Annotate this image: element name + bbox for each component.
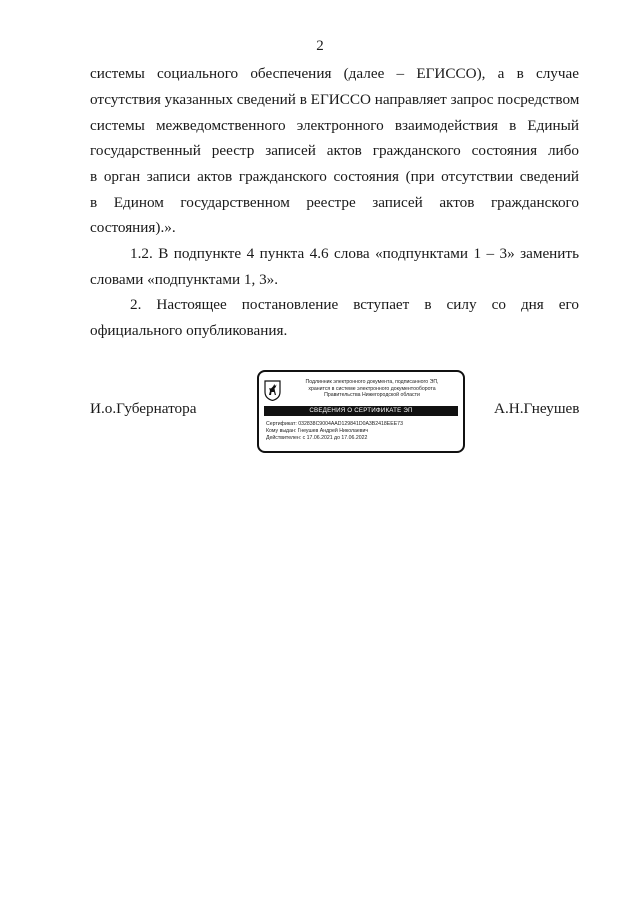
text-line: отсутствия указанных сведений в ЕГИССО направляет запрос посредством	[90, 91, 580, 108]
certificate-info-bar: СВЕДЕНИЯ О СЕРТИФИКАТЕ ЭП	[264, 406, 458, 416]
text-line: официального опубликования.	[90, 322, 288, 339]
signatory-name: А.Н.Гнеушев	[494, 400, 580, 417]
text-line: системы межведомственного электронного взаимодействия в Единый	[90, 117, 579, 134]
text-line: 1.2. В подпункте 4 пункта 4.6 слова «подпунктами 1 – 3» заменить	[130, 245, 579, 262]
stamp-header-line: Правительства Нижегородской области	[324, 392, 420, 399]
text-line: системы социального обеспечения (далее – ЕГИССО), а в случае	[90, 65, 579, 82]
stamp-header	[287, 379, 457, 399]
text-line: в Едином государственном реестре записей актов гражданского	[90, 194, 579, 211]
page-number: 2	[316, 38, 324, 54]
signatory-position: И.о.Губернатора	[90, 400, 197, 417]
stamp-header-line: хранится в системе электронного документооборота	[308, 385, 436, 392]
text-line: 2. Настоящее постановление вступает в силу со дня его	[130, 296, 579, 313]
certificate-details	[266, 421, 460, 443]
text-line: состояния).».	[90, 219, 176, 236]
text-line: в орган записи актов гражданского состояния (при отсутствии сведений	[90, 168, 579, 185]
stamp-header-line: Подлинник электронного документа, подписанного ЭП,	[305, 379, 439, 385]
certificate-validity: Действителен: с 17.06.2021 до 17.06.2022	[266, 435, 368, 442]
deer-coat-of-arms-icon	[264, 380, 281, 401]
text-line: государственный реестр записей актов гражданского состояния либо	[90, 142, 579, 159]
certificate-number: Сертификат: 032838C9004AAD129841D0A3B2418EEE73	[266, 421, 403, 427]
certificate-owner: Кому выдан: Гнеушев Андрей Николаевич	[266, 428, 369, 435]
e-signature-stamp	[257, 370, 465, 453]
text-line: словами «подпунктами 1, 3».	[90, 271, 279, 288]
